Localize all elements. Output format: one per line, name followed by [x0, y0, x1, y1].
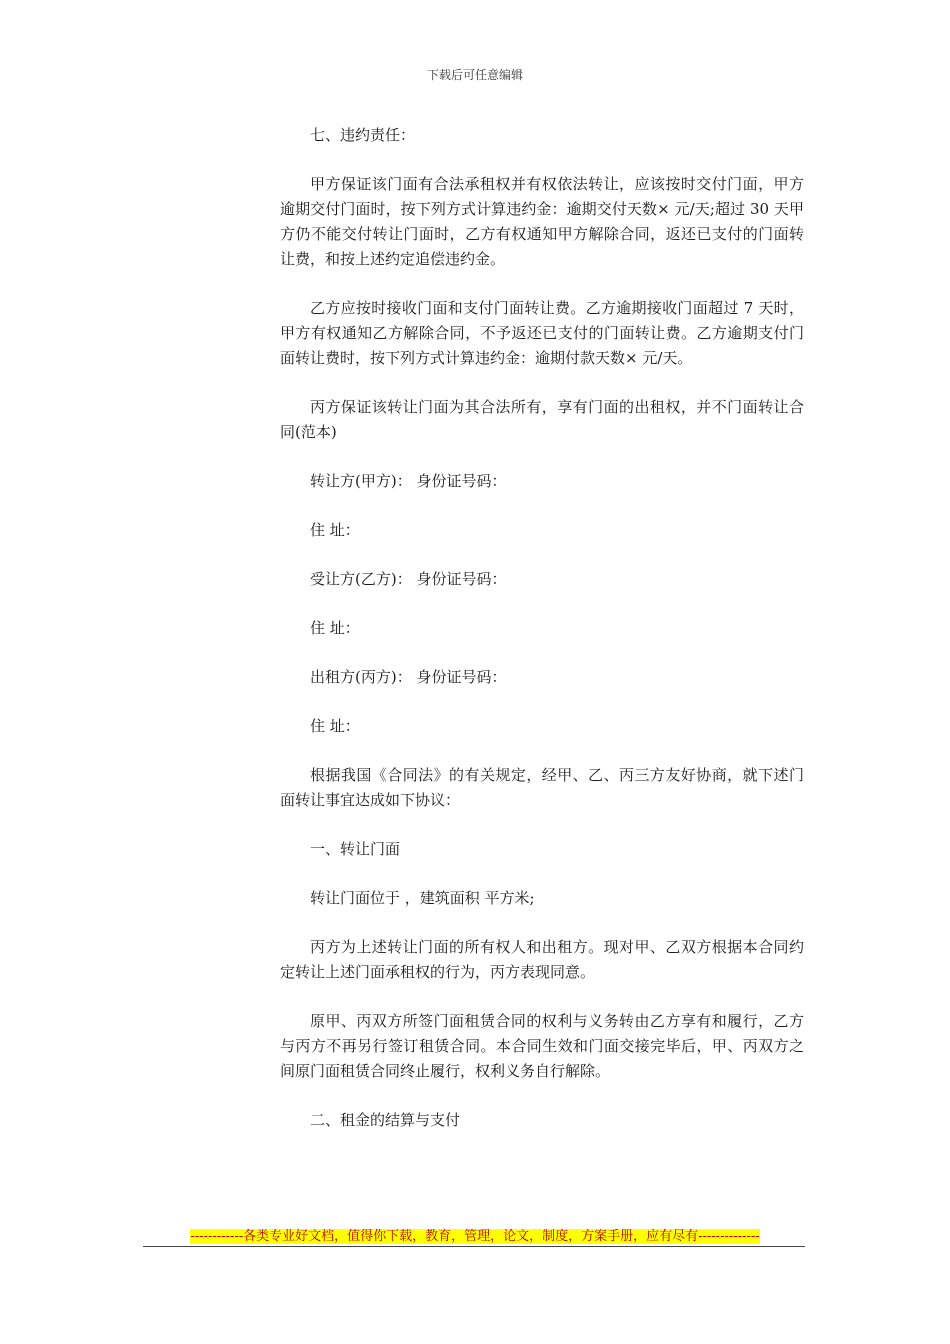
paragraph-party-c-guarantee: 丙方保证该转让门面为其合法所有，享有门面的出租权，并不门面转让合同(范本) — [280, 398, 804, 441]
page-footer — [163, 1228, 787, 1245]
paragraph-storefront-location: 转让门面位于 ，建筑面积 平方米; — [310, 889, 535, 907]
field-transferee-address: 住 址： — [310, 619, 360, 637]
paragraph-agreement-preamble: 根据我国《合同法》的有关规定，经甲、乙、丙三方友好协商，就下述门面转让事宜达成如下协议： — [280, 766, 804, 809]
page-header: 下载后可任意编辑 — [426, 68, 523, 82]
paragraph-party-c-consent: 丙方为上述转让门面的所有权人和出租方。现对甲、乙双方根据本合同约定转让上述门面承租权的行为，丙方表现同意。 — [280, 938, 804, 981]
footer-divider — [143, 1246, 805, 1247]
paragraph-party-a-obligations: 甲方保证该门面有合法承租权并有权依法转让，应该按时交付门面，甲方逾期交付门面时，按下列方式计算违约金：逾期交付天数× 元/天;超过 30 天甲方仍不能交付转让门面时，乙方有权通知甲方解除合同，返还已支付的门面转让费，和按上述约定追偿违约金。 — [280, 175, 804, 268]
field-lessor: 出租方(丙方)： 身份证号码： — [310, 668, 507, 686]
paragraph-party-b-obligations: 乙方应按时接收门面和支付门面转让费。乙方逾期接收门面超过 7 天时，甲方有权通知乙方解除合同，不予返还已支付的门面转让费。乙方逾期支付门面转让费时，按下列方式计算违约金：逾期付款天数× 元/天。 — [280, 299, 804, 367]
field-transferor: 转让方(甲方)： 身份证号码： — [310, 472, 507, 490]
section-heading-rent-settlement: 二、租金的结算与支付 — [310, 1111, 461, 1129]
field-transferee: 受让方(乙方)： 身份证号码： — [310, 570, 507, 588]
field-transferor-address: 住 址： — [310, 521, 360, 539]
section-heading-breach-liability: 七、违约责任： — [310, 126, 416, 144]
footer-advert-text: ------------各类专业好文档，值得你下载，教育，管理，论文，制度，方案手册，应有尽有-------------- — [190, 1229, 760, 1244]
paragraph-lease-rights-transfer: 原甲、丙双方所签门面租赁合同的权利与义务转由乙方享有和履行，乙方与丙方不再另行签订租赁合同。本合同生效和门面交接完毕后，甲、丙双方之间原门面租赁合同终止履行，权利义务自行解除。 — [280, 1012, 804, 1080]
section-heading-transfer-storefront: 一、转让门面 — [310, 840, 401, 858]
field-lessor-address: 住 址： — [310, 717, 360, 735]
document-body — [280, 123, 804, 1157]
